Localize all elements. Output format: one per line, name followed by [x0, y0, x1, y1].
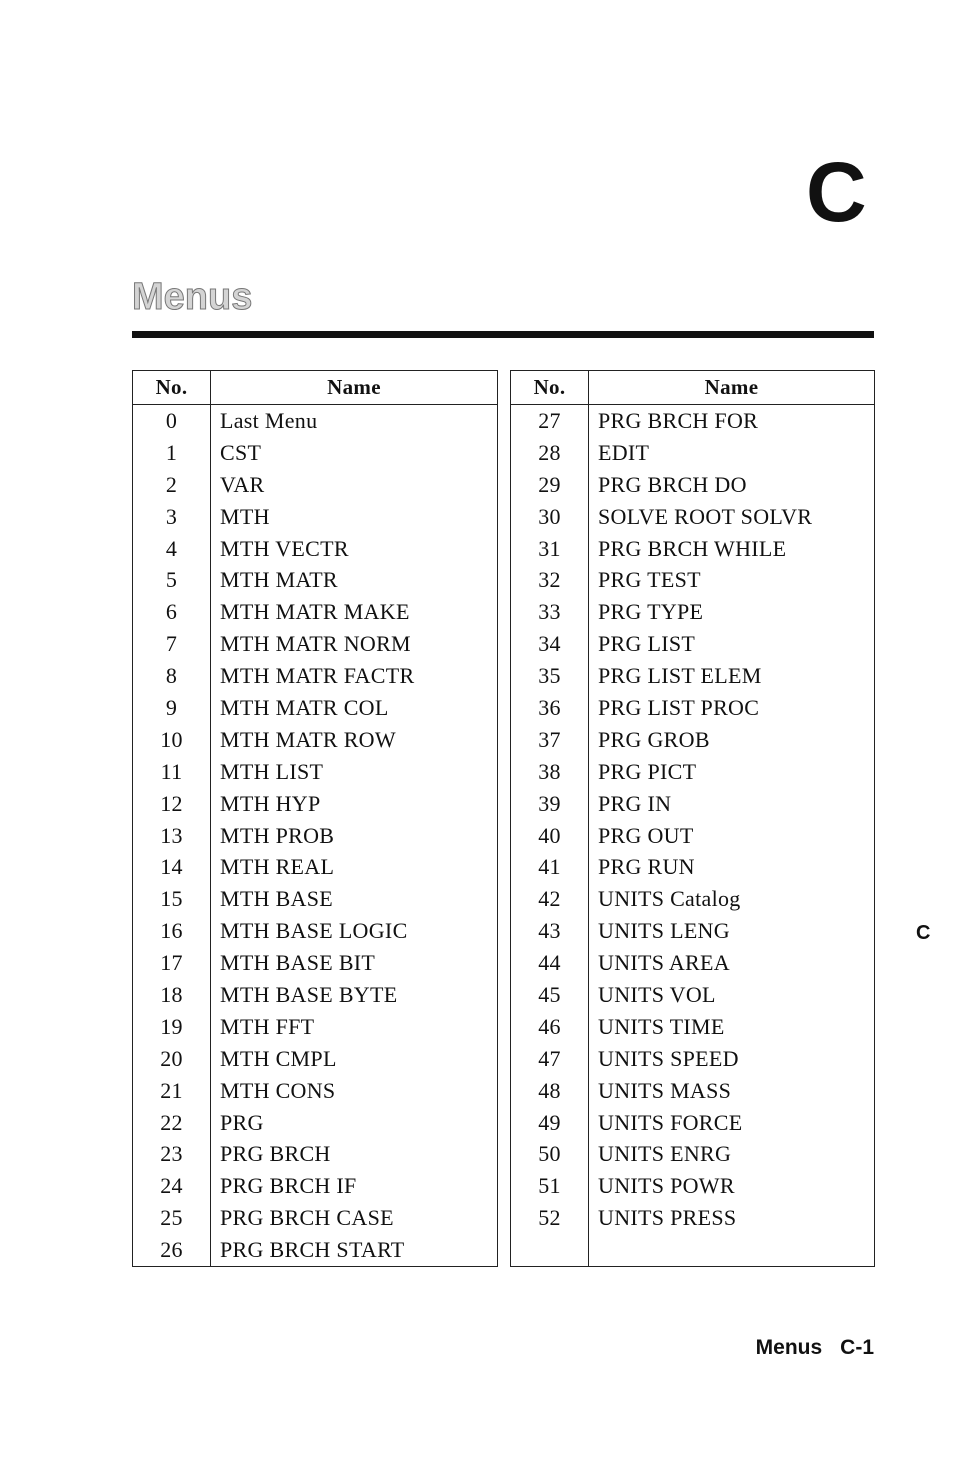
table-row	[133, 692, 498, 724]
table-row	[511, 947, 875, 979]
menu-name: PRG TEST	[598, 567, 701, 593]
menu-number: 1	[133, 437, 211, 469]
menu-number: 15	[133, 883, 211, 915]
menu-name: CST	[220, 439, 262, 465]
menu-name: MTH MATR	[220, 567, 338, 593]
footer-section: Menus	[755, 1336, 823, 1359]
table-row	[133, 1202, 498, 1234]
menu-name: MTH BASE BYTE	[220, 981, 398, 1007]
menu-name: PRG RUN	[598, 854, 695, 880]
menu-number: 32	[511, 564, 589, 596]
table-row	[511, 1011, 875, 1043]
menu-name: PRG BRCH FOR	[598, 407, 759, 433]
menu-number: 51	[511, 1170, 589, 1202]
table-row	[133, 788, 498, 820]
table-row	[511, 1107, 875, 1139]
table-row	[511, 501, 875, 533]
menu-name: UNITS POWR	[598, 1173, 735, 1199]
menu-name: PRG	[220, 1109, 264, 1135]
menu-name: PRG IN	[598, 790, 672, 816]
menu-name: MTH MATR FACTR	[220, 663, 415, 689]
menu-number: 20	[133, 1043, 211, 1075]
menu-number: 47	[511, 1043, 589, 1075]
menu-name: MTH MATR COL	[220, 694, 389, 720]
table-row	[511, 469, 875, 501]
menu-name: PRG OUT	[598, 822, 694, 848]
table-row	[133, 596, 498, 628]
menu-table-left-body	[133, 405, 498, 1267]
menu-number: 17	[133, 947, 211, 979]
menu-name: PRG GROB	[598, 726, 710, 752]
table-row	[133, 1043, 498, 1075]
menu-number: 25	[133, 1202, 211, 1234]
table-row	[133, 628, 498, 660]
table-row	[133, 660, 498, 692]
menu-name: MTH CMPL	[220, 1045, 337, 1071]
menu-name	[589, 1234, 875, 1267]
menu-number: 19	[133, 1011, 211, 1043]
column-header-no: No.	[511, 371, 589, 405]
menu-number: 48	[511, 1075, 589, 1107]
menu-number: 5	[133, 564, 211, 596]
menu-name: Last Menu	[220, 407, 318, 433]
menu-name: UNITS TIME	[598, 1013, 725, 1039]
menu-table-right-body	[511, 405, 875, 1267]
menu-name: UNITS Catalog	[598, 886, 741, 912]
menu-name: UNITS AREA	[598, 950, 730, 976]
table-header-row	[133, 371, 498, 405]
table-row	[511, 724, 875, 756]
menu-number: 44	[511, 947, 589, 979]
menu-number: 43	[511, 915, 589, 947]
menu-number: 18	[133, 979, 211, 1011]
column-header-no: No.	[133, 371, 211, 405]
menu-name: UNITS MASS	[598, 1077, 732, 1103]
menu-name: UNITS LENG	[598, 918, 730, 944]
menu-name: EDIT	[598, 439, 650, 465]
menu-number: 35	[511, 660, 589, 692]
menu-name: UNITS FORCE	[598, 1109, 743, 1135]
table-row	[133, 851, 498, 883]
menu-number: 23	[133, 1138, 211, 1170]
menu-number: 52	[511, 1202, 589, 1234]
menu-number: 8	[133, 660, 211, 692]
menu-name: PRG BRCH START	[220, 1237, 405, 1263]
menu-number: 29	[511, 469, 589, 501]
menu-name: PRG BRCH IF	[220, 1173, 357, 1199]
table-row	[511, 883, 875, 915]
menu-number: 9	[133, 692, 211, 724]
menu-number: 30	[511, 501, 589, 533]
menu-number: 46	[511, 1011, 589, 1043]
menu-name: MTH BASE	[220, 886, 334, 912]
table-header-row	[511, 371, 875, 405]
menu-name: UNITS ENRG	[598, 1141, 732, 1167]
menu-number	[511, 1234, 589, 1267]
menu-number: 12	[133, 788, 211, 820]
page-footer	[756, 1336, 874, 1360]
menu-name: MTH BASE LOGIC	[220, 918, 408, 944]
column-header-name: Name	[211, 371, 498, 405]
menu-number: 40	[511, 820, 589, 852]
chapter-letter: C	[806, 145, 867, 239]
menu-name: PRG LIST	[598, 631, 696, 657]
menu-number: 0	[133, 405, 211, 437]
menu-name: MTH HYP	[220, 790, 321, 816]
menu-number: 21	[133, 1075, 211, 1107]
menu-name: UNITS VOL	[598, 981, 716, 1007]
footer-page-number: C-1	[840, 1336, 874, 1359]
menu-table-left	[132, 370, 498, 1267]
table-row	[133, 1234, 498, 1267]
title-rule	[132, 331, 874, 338]
table-row	[511, 851, 875, 883]
menu-number: 6	[133, 596, 211, 628]
table-row	[133, 1138, 498, 1170]
menu-name: VAR	[220, 471, 265, 497]
table-row	[133, 947, 498, 979]
table-row	[511, 756, 875, 788]
menu-name: MTH FFT	[220, 1013, 315, 1039]
table-row	[511, 788, 875, 820]
table-row	[133, 756, 498, 788]
menu-number: 4	[133, 533, 211, 565]
table-row	[511, 979, 875, 1011]
menu-number: 38	[511, 756, 589, 788]
menu-number: 50	[511, 1138, 589, 1170]
menu-number: 2	[133, 469, 211, 501]
menu-name: PRG LIST PROC	[598, 694, 760, 720]
menu-number: 39	[511, 788, 589, 820]
table-row	[511, 405, 875, 437]
menu-number: 24	[133, 1170, 211, 1202]
menu-number: 7	[133, 628, 211, 660]
menu-name: MTH LIST	[220, 758, 324, 784]
menu-table-right	[510, 370, 875, 1267]
menu-number: 41	[511, 851, 589, 883]
menu-name: PRG BRCH CASE	[220, 1205, 394, 1231]
menu-number: 27	[511, 405, 589, 437]
table-row	[133, 915, 498, 947]
table-row	[511, 1234, 875, 1267]
table-row	[511, 533, 875, 565]
menu-name: PRG BRCH WHILE	[598, 535, 787, 561]
page-title: Menus	[132, 276, 253, 318]
menu-name: PRG BRCH	[220, 1141, 331, 1167]
table-row	[511, 660, 875, 692]
menu-number: 31	[511, 533, 589, 565]
table-row	[133, 883, 498, 915]
table-row	[511, 915, 875, 947]
menu-name: MTH PROB	[220, 822, 335, 848]
menu-name: PRG PICT	[598, 758, 697, 784]
menu-number: 14	[133, 851, 211, 883]
menu-name: MTH MATR ROW	[220, 726, 396, 752]
menu-number: 42	[511, 883, 589, 915]
menu-number: 10	[133, 724, 211, 756]
table-row	[511, 820, 875, 852]
menu-number: 49	[511, 1107, 589, 1139]
menu-number: 37	[511, 724, 589, 756]
table-row	[133, 1075, 498, 1107]
table-row	[133, 1011, 498, 1043]
table-row	[511, 596, 875, 628]
table-row	[511, 1043, 875, 1075]
menu-name: PRG BRCH DO	[598, 471, 747, 497]
side-tab-letter: C	[916, 922, 931, 944]
menu-name: MTH MATR MAKE	[220, 599, 410, 625]
menu-number: 33	[511, 596, 589, 628]
menu-number: 16	[133, 915, 211, 947]
table-row	[133, 501, 498, 533]
menu-name: UNITS PRESS	[598, 1205, 737, 1231]
menu-name: MTH	[220, 503, 270, 529]
menu-name: MTH VECTR	[220, 535, 349, 561]
table-row	[133, 1170, 498, 1202]
menu-name: PRG TYPE	[598, 599, 704, 625]
table-row	[133, 820, 498, 852]
menu-name: MTH REAL	[220, 854, 335, 880]
menu-name: UNITS SPEED	[598, 1045, 739, 1071]
table-row	[133, 1107, 498, 1139]
column-header-name: Name	[589, 371, 875, 405]
menu-number: 22	[133, 1107, 211, 1139]
menu-number: 26	[133, 1234, 211, 1267]
menu-name: PRG LIST ELEM	[598, 663, 762, 689]
table-row	[133, 533, 498, 565]
table-row	[511, 1170, 875, 1202]
table-row	[133, 469, 498, 501]
table-row	[511, 1202, 875, 1234]
table-row	[133, 405, 498, 437]
menu-name: MTH MATR NORM	[220, 631, 411, 657]
menu-number: 13	[133, 820, 211, 852]
table-row	[511, 564, 875, 596]
menu-number: 11	[133, 756, 211, 788]
table-row	[133, 724, 498, 756]
table-row	[133, 979, 498, 1011]
table-row	[133, 564, 498, 596]
menu-name: MTH CONS	[220, 1077, 336, 1103]
table-row	[511, 437, 875, 469]
table-row	[511, 1075, 875, 1107]
menu-number: 28	[511, 437, 589, 469]
menu-number: 34	[511, 628, 589, 660]
table-row	[133, 437, 498, 469]
menu-name: MTH BASE BIT	[220, 950, 376, 976]
menu-name: SOLVE ROOT SOLVR	[598, 503, 813, 529]
menu-number: 36	[511, 692, 589, 724]
menu-number: 3	[133, 501, 211, 533]
table-row	[511, 692, 875, 724]
menu-number: 45	[511, 979, 589, 1011]
table-row	[511, 628, 875, 660]
table-row	[511, 1138, 875, 1170]
